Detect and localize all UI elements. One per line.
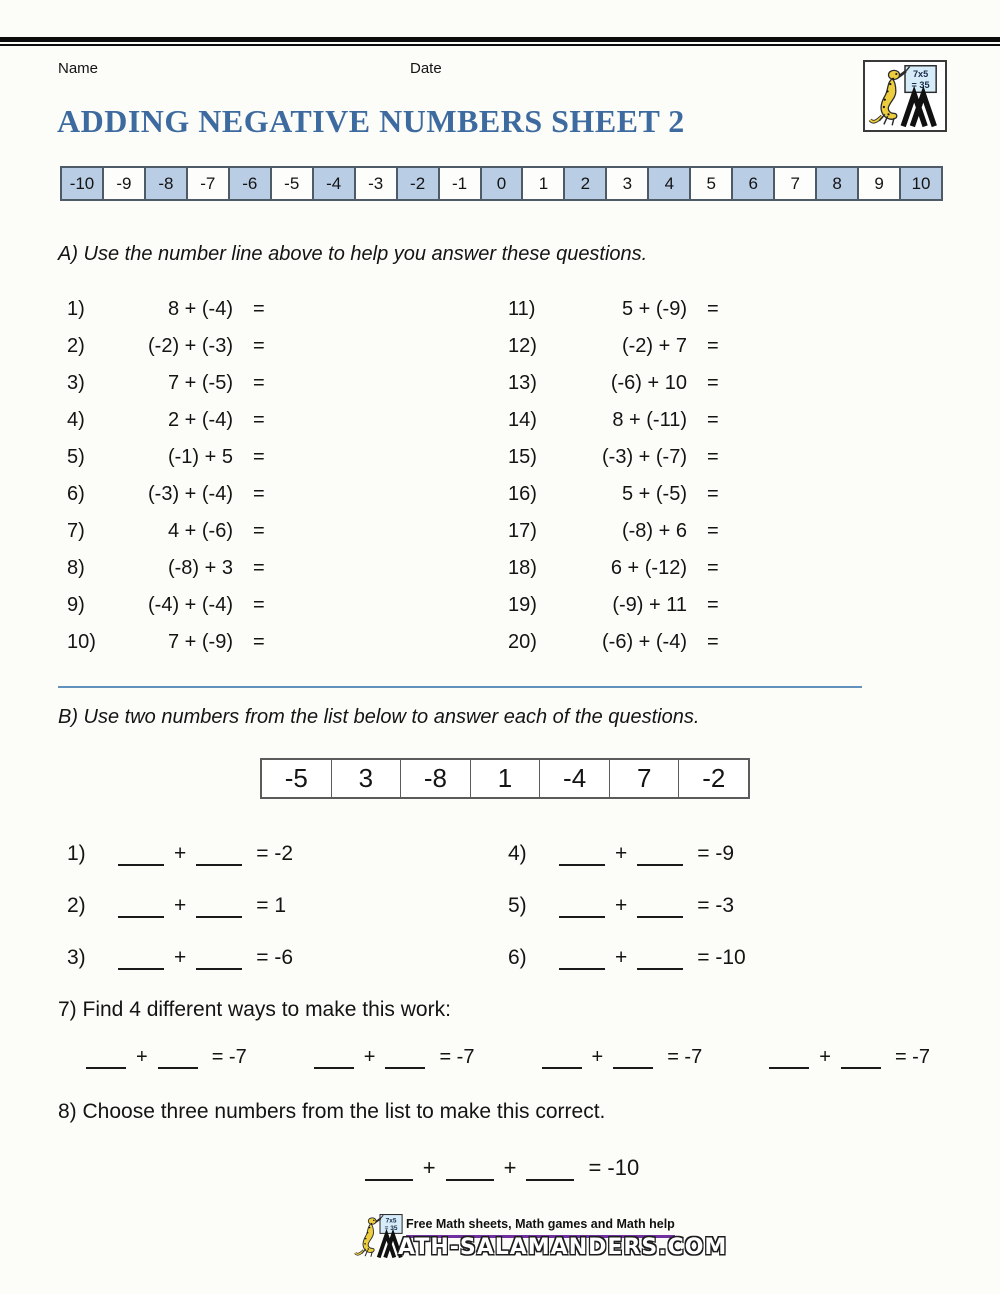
- question-number: 2): [67, 335, 85, 357]
- plus-sign: +: [615, 842, 628, 865]
- question-row: [67, 291, 265, 328]
- answer-blank[interactable]: [314, 1050, 354, 1069]
- equation-result: = -9: [697, 842, 735, 865]
- equals-sign: =: [707, 483, 719, 505]
- number-line-cell: -3: [354, 168, 396, 199]
- fill-in-row: [67, 882, 293, 918]
- answer-blank[interactable]: [542, 1050, 582, 1069]
- equals-sign: =: [707, 335, 719, 357]
- question-number: 11): [508, 298, 536, 320]
- plus-sign: +: [819, 1046, 831, 1068]
- footer-tagline: Free Math sheets, Math games and Math help: [406, 1217, 675, 1238]
- equation-result: = -2: [256, 842, 294, 865]
- question-expression: (-1) + 5: [167, 446, 233, 468]
- question-row: [508, 328, 719, 365]
- number-line-cell: 7: [773, 168, 815, 199]
- fill-in-equation: [538, 1046, 703, 1069]
- question-expression: 4 + (-6): [167, 520, 233, 542]
- question-row: [67, 439, 265, 476]
- question-number: 16): [508, 483, 537, 505]
- answer-blank[interactable]: [559, 847, 605, 866]
- number-line-cell: -2: [396, 168, 438, 199]
- question-row: [508, 291, 719, 328]
- question-number: 18): [508, 557, 537, 579]
- answer-blank[interactable]: [118, 899, 164, 918]
- section-divider: [58, 686, 862, 688]
- number-line-cell: 3: [605, 168, 647, 199]
- equals-sign: =: [253, 446, 265, 468]
- question-number: 7): [67, 520, 85, 542]
- equals-sign: =: [253, 298, 265, 320]
- number-line-cell: -8: [144, 168, 186, 199]
- top-rule-thick: [0, 37, 1000, 42]
- question-number: 17): [508, 520, 537, 542]
- answer-blank[interactable]: [769, 1050, 809, 1069]
- number-line-cell: 1: [521, 168, 563, 199]
- question-number: 13): [508, 372, 537, 394]
- brand-logo-box: [863, 60, 947, 132]
- fill-in-row: [508, 830, 746, 866]
- question-7-equations: [82, 1046, 930, 1069]
- answer-blank[interactable]: [86, 1050, 126, 1069]
- answer-blank[interactable]: [385, 1050, 425, 1069]
- answer-blank[interactable]: [559, 899, 605, 918]
- question-number: 3): [67, 946, 86, 969]
- equals-sign: =: [253, 409, 265, 431]
- answer-blank[interactable]: [637, 951, 683, 970]
- equals-sign: =: [253, 372, 265, 394]
- answer-blank[interactable]: [526, 1162, 574, 1181]
- answer-blank[interactable]: [196, 951, 242, 970]
- equals-sign: =: [707, 631, 719, 653]
- equals-sign: =: [707, 372, 719, 394]
- plus-sign: +: [363, 1046, 376, 1068]
- question-row: [67, 328, 265, 365]
- question-row: [508, 550, 719, 587]
- number-line-cell: 9: [857, 168, 899, 199]
- fill-in-row: [67, 830, 293, 866]
- question-expression: (-3) + (-4): [148, 483, 233, 505]
- fill-in-row: [508, 882, 746, 918]
- equals-sign: =: [707, 409, 719, 431]
- question-number: 15): [508, 446, 537, 468]
- fill-in-row: [508, 934, 746, 970]
- question-number: 8): [67, 557, 85, 579]
- number-line-cell: -5: [270, 168, 312, 199]
- equals-sign: =: [707, 520, 719, 542]
- question-expression: (-3) + (-7): [602, 446, 687, 468]
- question-number: 12): [508, 335, 537, 357]
- number-list-cell: -8: [400, 760, 470, 797]
- question-expression: (-4) + (-4): [148, 594, 233, 616]
- number-line-cell: -4: [312, 168, 354, 199]
- name-label: Name: [58, 60, 99, 77]
- footer: [0, 1208, 1000, 1272]
- question-expression: (-6) + (-4): [602, 631, 687, 653]
- answer-blank[interactable]: [637, 899, 683, 918]
- plus-sign: +: [615, 894, 628, 917]
- question-expression: 5 + (-9): [621, 298, 687, 320]
- question-8-heading: 8) Choose three numbers from the list to make this correct.: [58, 1100, 606, 1123]
- question-number: 1): [67, 298, 85, 320]
- section-b-right-column: [508, 830, 746, 986]
- equals-sign: =: [253, 557, 265, 579]
- answer-blank[interactable]: [365, 1162, 413, 1181]
- question-number: 1): [67, 842, 86, 865]
- plus-sign: +: [174, 946, 187, 969]
- section-b-left-column: [67, 830, 293, 986]
- plus-sign: +: [136, 1046, 148, 1068]
- equation-result: = -10: [588, 1155, 640, 1180]
- equals-sign: =: [253, 520, 265, 542]
- question-row: [67, 624, 265, 661]
- fill-in-equation: [765, 1046, 930, 1069]
- fill-in-equation: [82, 1046, 247, 1069]
- section-a-heading: A) Use the number line above to help you answer these questions.: [58, 243, 648, 265]
- answer-blank[interactable]: [613, 1050, 653, 1069]
- number-list-cell: 1: [470, 760, 540, 797]
- question-number: 6): [67, 483, 85, 505]
- number-list: [260, 758, 750, 799]
- question-number: 5): [508, 894, 527, 917]
- number-line-cell: 10: [899, 168, 941, 199]
- question-expression: 7 + (-9): [167, 631, 233, 653]
- question-row: [508, 365, 719, 402]
- equals-sign: =: [253, 594, 265, 616]
- answer-blank[interactable]: [446, 1162, 494, 1181]
- plus-sign: +: [422, 1155, 436, 1180]
- number-line-cell: -10: [62, 168, 102, 199]
- question-row: [508, 513, 719, 550]
- question-expression: 8 + (-11): [612, 409, 687, 431]
- number-line-cell: -9: [102, 168, 144, 199]
- plus-sign: +: [503, 1155, 517, 1180]
- question-expression: 7 + (-5): [167, 372, 233, 394]
- equation-result: = -10: [697, 946, 746, 969]
- answer-blank[interactable]: [559, 951, 605, 970]
- footer-brand: [354, 1208, 728, 1272]
- question-expression: (-8) + 6: [621, 520, 687, 542]
- number-line-cell: 5: [689, 168, 731, 199]
- number-list-cell: -4: [539, 760, 609, 797]
- answer-blank[interactable]: [196, 899, 242, 918]
- question-number: 6): [508, 946, 527, 969]
- plus-sign: +: [174, 894, 187, 917]
- equation-result: = -7: [667, 1046, 703, 1068]
- question-row: [508, 587, 719, 624]
- question-expression: (-2) + (-3): [148, 335, 233, 357]
- section-a-left-column: [67, 291, 265, 661]
- question-row: [508, 624, 719, 661]
- number-line-cell: 2: [563, 168, 605, 199]
- question-number: 20): [508, 631, 537, 653]
- equals-sign: =: [707, 446, 719, 468]
- equals-sign: =: [253, 335, 265, 357]
- question-number: 4): [67, 409, 85, 431]
- question-number: 5): [67, 446, 85, 468]
- number-line-cell: -7: [186, 168, 228, 199]
- question-row: [67, 513, 265, 550]
- question-number: 9): [67, 594, 85, 616]
- question-expression: (-6) + 10: [610, 372, 687, 394]
- date-label: Date: [410, 60, 442, 77]
- number-line: [60, 166, 943, 201]
- equation-result: = -7: [439, 1046, 475, 1068]
- equation-result: = 1: [256, 894, 287, 917]
- question-row: [67, 587, 265, 624]
- question-number: 2): [67, 894, 86, 917]
- number-line-cell: -6: [228, 168, 270, 199]
- section-b-heading: B) Use two numbers from the list below to answer each of the questions.: [58, 706, 700, 728]
- number-line-cell: 0: [480, 168, 522, 199]
- question-expression: (-9) + 11: [612, 594, 687, 616]
- answer-blank[interactable]: [196, 847, 242, 866]
- question-row: [67, 476, 265, 513]
- footer-site-name: ATH-SALAMANDERS.COM: [398, 1235, 728, 1260]
- question-row: [67, 402, 265, 439]
- question-7-heading: 7) Find 4 different ways to make this work:: [58, 998, 451, 1021]
- question-8-equation: [0, 1155, 1000, 1181]
- number-list-cell: -2: [678, 760, 748, 797]
- equals-sign: =: [707, 298, 719, 320]
- plus-sign: +: [174, 842, 187, 865]
- question-number: 19): [508, 594, 537, 616]
- question-number: 3): [67, 372, 85, 394]
- top-rule-thin: [0, 44, 1000, 46]
- answer-blank[interactable]: [118, 951, 164, 970]
- question-number: 4): [508, 842, 527, 865]
- plus-sign: +: [615, 946, 628, 969]
- equation-result: = -7: [894, 1046, 930, 1068]
- question-expression: 2 + (-4): [167, 409, 233, 431]
- equals-sign: =: [253, 483, 265, 505]
- number-line-cell: 4: [647, 168, 689, 199]
- equals-sign: =: [707, 557, 719, 579]
- answer-blank[interactable]: [841, 1050, 881, 1069]
- fill-in-row: [67, 934, 293, 970]
- equation-result: = -3: [697, 894, 735, 917]
- number-line-cell: -1: [438, 168, 480, 199]
- question-row: [508, 439, 719, 476]
- question-expression: (-8) + 3: [167, 557, 233, 579]
- answer-blank[interactable]: [158, 1050, 198, 1069]
- equation-result: = -6: [256, 946, 294, 969]
- number-line-cell: 8: [815, 168, 857, 199]
- question-row: [508, 476, 719, 513]
- question-row: [67, 365, 265, 402]
- question-expression: 8 + (-4): [167, 298, 233, 320]
- question-expression: 6 + (-12): [610, 557, 687, 579]
- plus-sign: +: [591, 1046, 604, 1068]
- number-list-cell: 3: [331, 760, 401, 797]
- question-number: 10): [67, 631, 96, 653]
- number-line-cell: 6: [731, 168, 773, 199]
- section-a-right-column: [508, 291, 719, 661]
- question-row: [67, 550, 265, 587]
- page-title: ADDING NEGATIVE NUMBERS SHEET 2: [57, 103, 685, 139]
- question-expression: 5 + (-5): [621, 483, 687, 505]
- question-number: 14): [508, 409, 537, 431]
- answer-blank[interactable]: [637, 847, 683, 866]
- number-list-cell: -5: [284, 763, 308, 793]
- answer-blank[interactable]: [118, 847, 164, 866]
- equation-result: = -7: [211, 1046, 247, 1068]
- question-row: [508, 402, 719, 439]
- question-expression: (-2) + 7: [621, 335, 687, 357]
- equals-sign: =: [707, 594, 719, 616]
- salamander-logo-icon: [866, 63, 944, 129]
- fill-in-equation: [310, 1046, 475, 1069]
- number-list-cell: 7: [609, 760, 679, 797]
- equals-sign: =: [253, 631, 265, 653]
